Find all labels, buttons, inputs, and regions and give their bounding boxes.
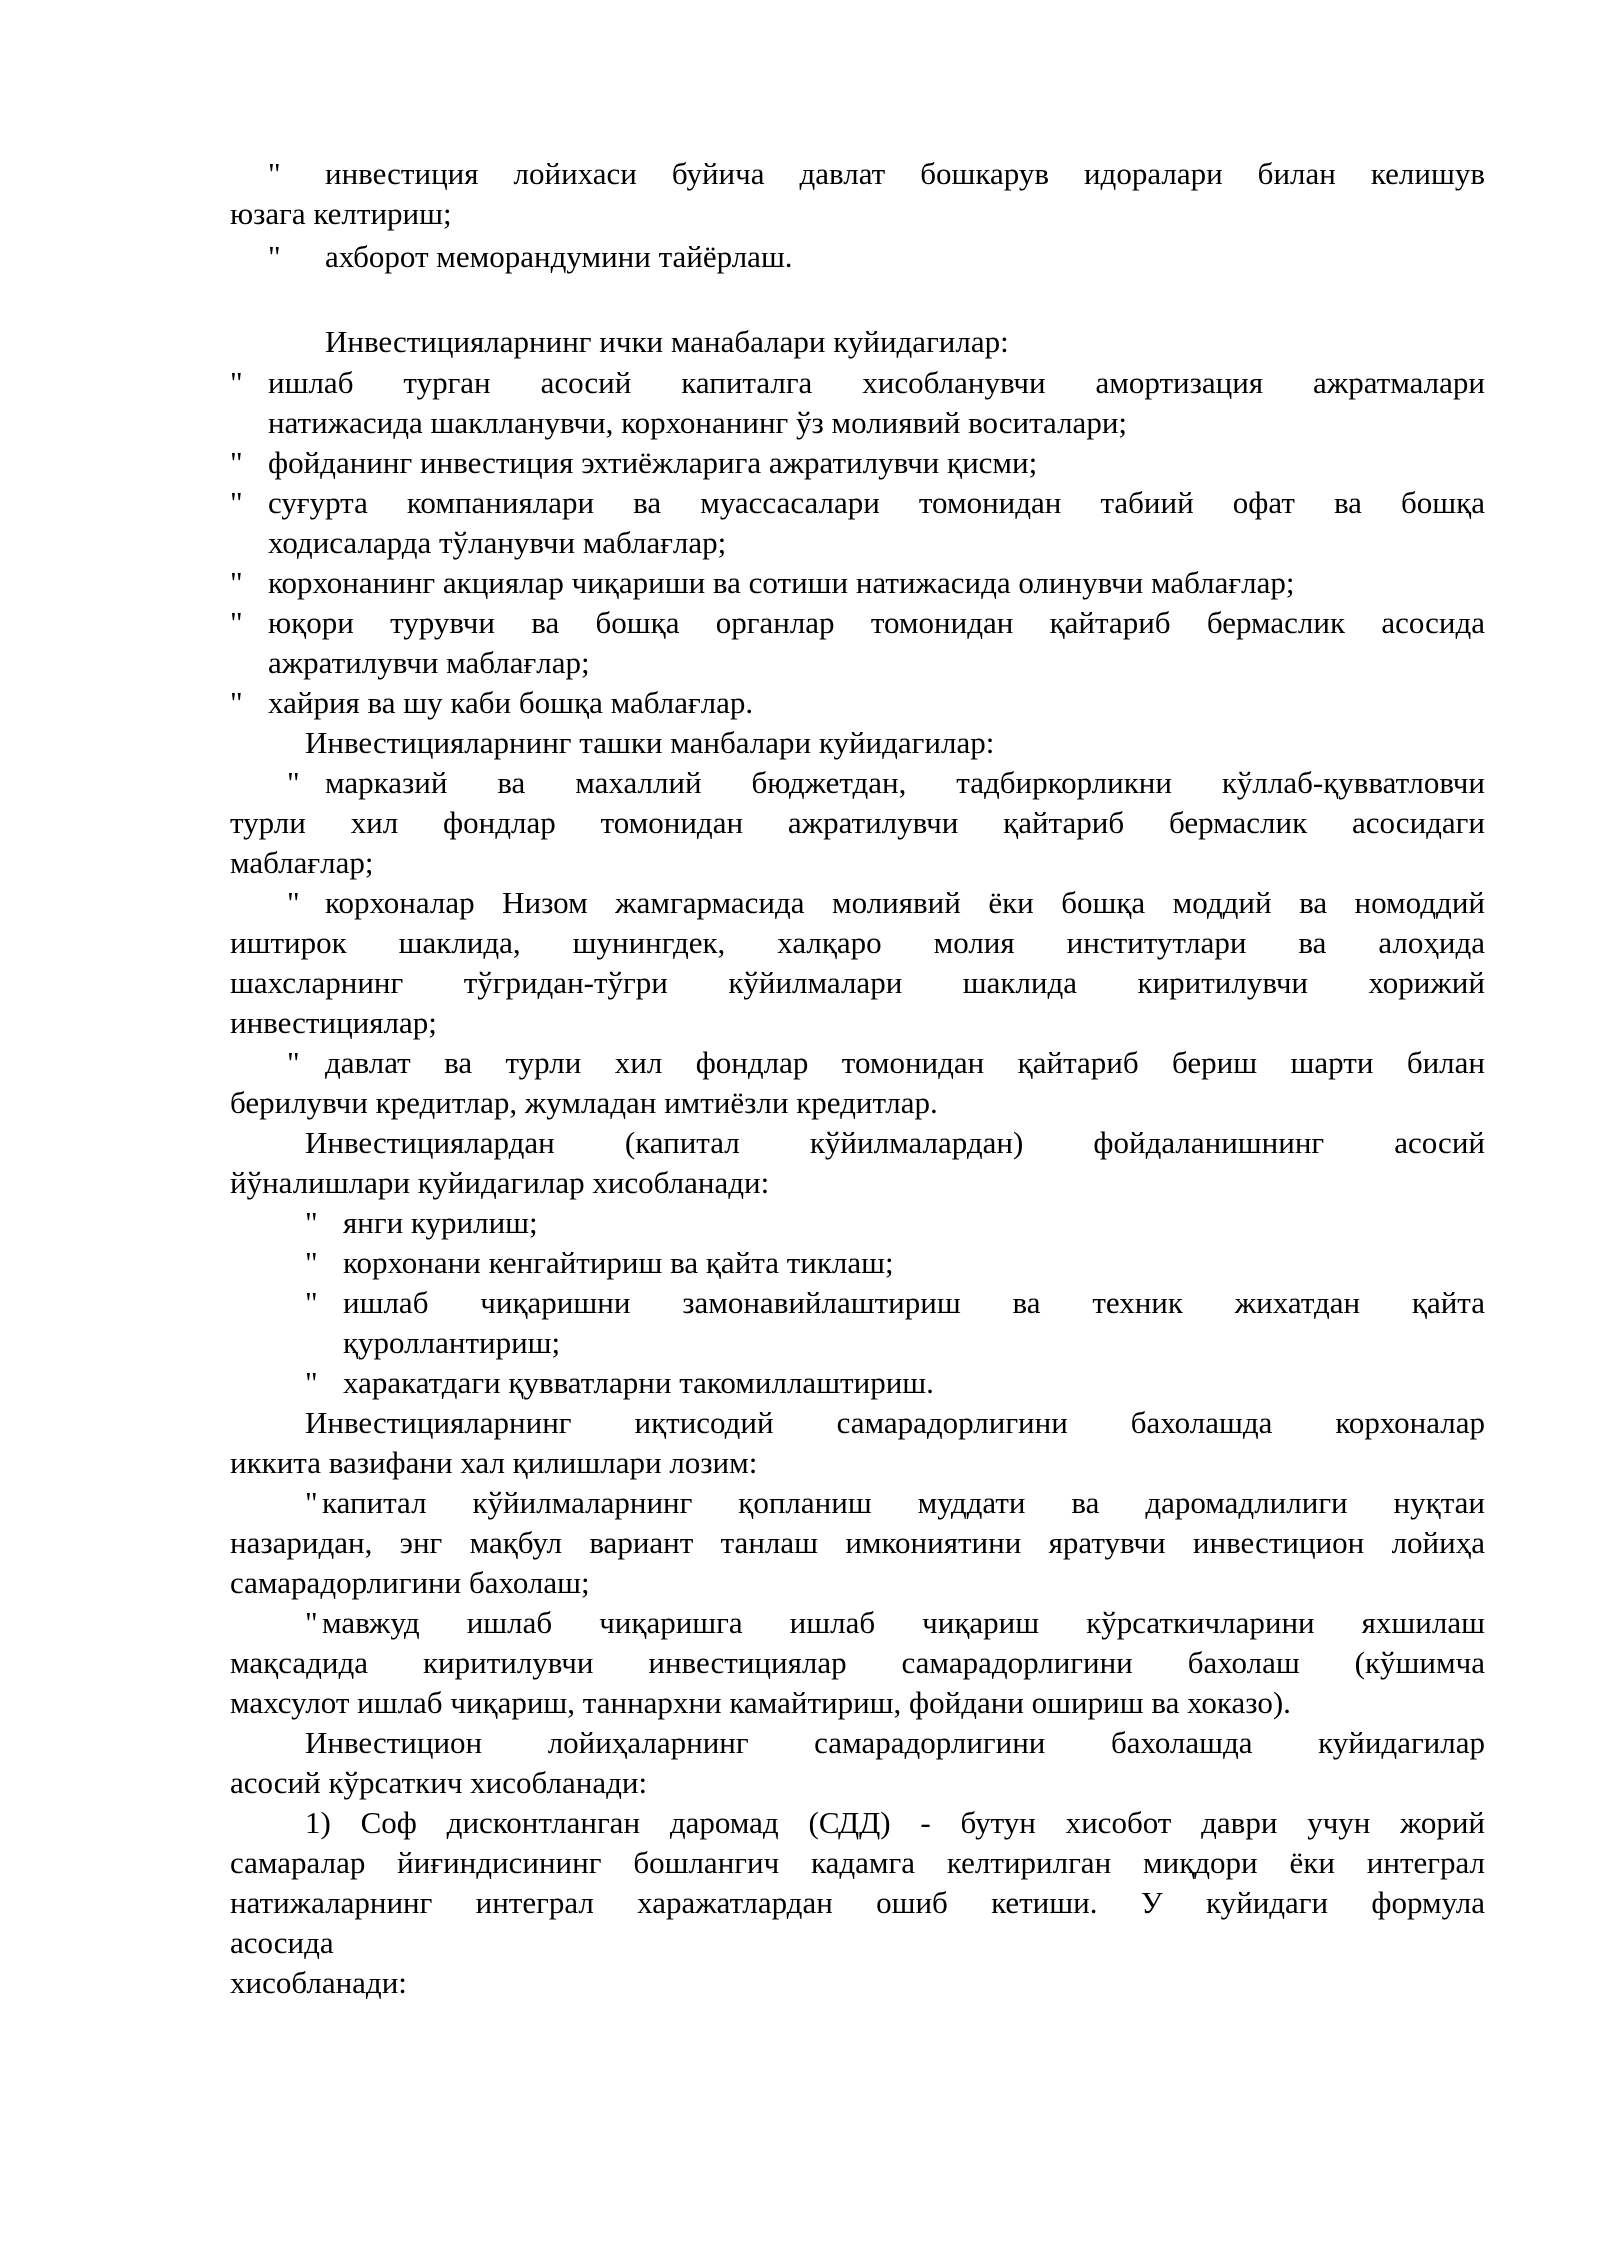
paragraph-line: юқори турувчи ва бошқа органлар томонидан қайтариб бермаслик асосида — [268, 605, 1485, 640]
bullet-marker: " — [230, 365, 243, 400]
paragraph-line: самарадорлигини бахолаш; — [230, 1565, 590, 1600]
paragraph-line: берилувчи кредитлар, жумладан имтиёзли кредитлар. — [230, 1085, 938, 1120]
paragraph-line: махсулот ишлаб чиқариш, таннархни камайтириш, фойдани ошириш ва хоказо). — [230, 1685, 1291, 1720]
paragraph-line: юзага келтириш; — [230, 196, 452, 231]
bullet-marker: " — [230, 565, 243, 600]
paragraph-line: шахсларнинг тўгридан-тўгри кўйилмалари шаклида киритилувчи хорижий — [230, 965, 1485, 1000]
paragraph-line: ажратилувчи маблағлар; — [268, 645, 590, 680]
paragraph-line: мақсадида киритилувчи инвестициялар самарадорлигини бахолаш (кўшимча — [230, 1645, 1485, 1680]
paragraph-line: қуроллантириш; — [343, 1325, 561, 1360]
bullet-marker: " — [305, 1605, 318, 1640]
paragraph-line: хисобланади: — [230, 1965, 407, 2000]
paragraph-line: корхоналар Низом жамгармасида молиявий ёки бошқа моддий ва номоддий — [325, 885, 1485, 920]
bullet-marker: " — [230, 685, 243, 720]
section-heading: иккита вазифани хал қилишлари лозим: — [230, 1445, 758, 1480]
section-heading: Инвестицияларнинг ташки манбалари куйидагилар: — [305, 725, 995, 760]
paragraph-line: марказий ва махаллий бюджетдан, тадбиркорликни кўллаб-қувватловчи — [325, 765, 1485, 800]
bullet-marker: " — [305, 1205, 318, 1240]
paragraph-line: натижаларнинг интеграл харажатлардан ошиб кетиши. У куйидаги формула — [230, 1885, 1485, 1920]
bullet-marker: " — [230, 485, 243, 520]
bullet-marker: " — [230, 445, 243, 480]
bullet-marker: " — [305, 1485, 318, 1520]
paragraph-line: инвестиция лойихаси буйича давлат бошкарув идоралари билан келишув — [325, 156, 1485, 191]
section-heading: Инвестициялардан (капитал кўйилмалардан) фойдаланишнинг асосий — [305, 1125, 1485, 1160]
paragraph-line: корхонани кенгайтириш ва қайта тиклаш; — [343, 1245, 894, 1280]
bullet-marker: " — [287, 885, 300, 920]
paragraph-line: янги курилиш; — [343, 1205, 538, 1240]
paragraph-line: ахборот меморандумини тайёрлаш. — [325, 239, 793, 274]
paragraph-line: ишлаб турган асосий капиталга хисобланувчи амортизация ажратмалари — [268, 365, 1485, 400]
paragraph-line: ходисаларда тўланувчи маблағлар; — [268, 525, 727, 560]
section-heading: Инвестицияларнинг ички манабалари куйидагилар: — [325, 324, 1009, 359]
paragraph-line: хайрия ва шу каби бошқа маблағлар. — [268, 685, 754, 720]
paragraph-line: фойданинг инвестиция эхтиёжларига ажратилувчи қисми; — [268, 445, 1038, 480]
bullet-marker: " — [268, 156, 281, 191]
bullet-marker: " — [287, 1045, 300, 1080]
paragraph-line: назаридан, энг мақбул вариант танлаш имкониятини яратувчи инвестицион лойиҳа — [230, 1525, 1485, 1560]
bullet-marker: " — [305, 1365, 318, 1400]
bullet-marker: " — [268, 239, 281, 274]
paragraph-line: капитал кўйилмаларнинг қопланиш муддати ва даромадлилиги нуқтаи — [322, 1485, 1485, 1520]
bullet-marker: " — [305, 1285, 318, 1320]
paragraph-line: натижасида шаклланувчи, корхонанинг ўз молиявий воситалари; — [268, 405, 1128, 440]
paragraph-line: ишлаб чиқаришни замонавийлаштириш ва техник жихатдан қайта — [343, 1285, 1485, 1320]
paragraph-line: инвестициялар; — [230, 1005, 437, 1040]
section-heading: асосий кўрсаткич хисобланади: — [230, 1765, 648, 1800]
section-heading: Инвестицион лойиҳаларнинг самарадорлигини бахолашда куйидагилар — [305, 1725, 1485, 1760]
paragraph-line: маблағлар; — [230, 845, 374, 880]
bullet-marker: " — [287, 765, 300, 800]
paragraph-line: 1) Соф дисконтланган даромад (СДД) - бутун хисобот даври учун жорий — [305, 1805, 1485, 1840]
paragraph-line: иштирок шаклида, шунингдек, халқаро молия институтлари ва алоҳида — [230, 925, 1485, 960]
paragraph-line: мавжуд ишлаб чиқаришга ишлаб чиқариш кўрсаткичларини яхшилаш — [322, 1605, 1485, 1640]
paragraph-line: давлат ва турли хил фондлар томонидан қайтариб бериш шарти билан — [325, 1045, 1485, 1080]
paragraph-line: турли хил фондлар томонидан ажратилувчи қайтариб бермаслик асосидаги — [230, 805, 1485, 840]
paragraph-line: корхонанинг акциялар чиқариши ва сотиши натижасида олинувчи маблағлар; — [268, 565, 1295, 600]
bullet-marker: " — [305, 1245, 318, 1280]
section-heading: Инвестицияларнинг иқтисодий самарадорлигини бахолашда корхоналар — [305, 1405, 1485, 1440]
paragraph-line: харакатдаги қувватларни такомиллаштириш. — [343, 1365, 934, 1400]
paragraph-line: асосида — [230, 1925, 334, 1960]
section-heading: йўналишлари куйидагилар хисобланади: — [230, 1165, 770, 1200]
bullet-marker: " — [230, 605, 243, 640]
paragraph-line: суғурта компаниялари ва муассасалари томонидан табиий офат ва бошқа — [268, 485, 1485, 520]
paragraph-line: самаралар йиғиндисининг бошлангич кадамга келтирилган миқдори ёки интеграл — [230, 1845, 1485, 1880]
